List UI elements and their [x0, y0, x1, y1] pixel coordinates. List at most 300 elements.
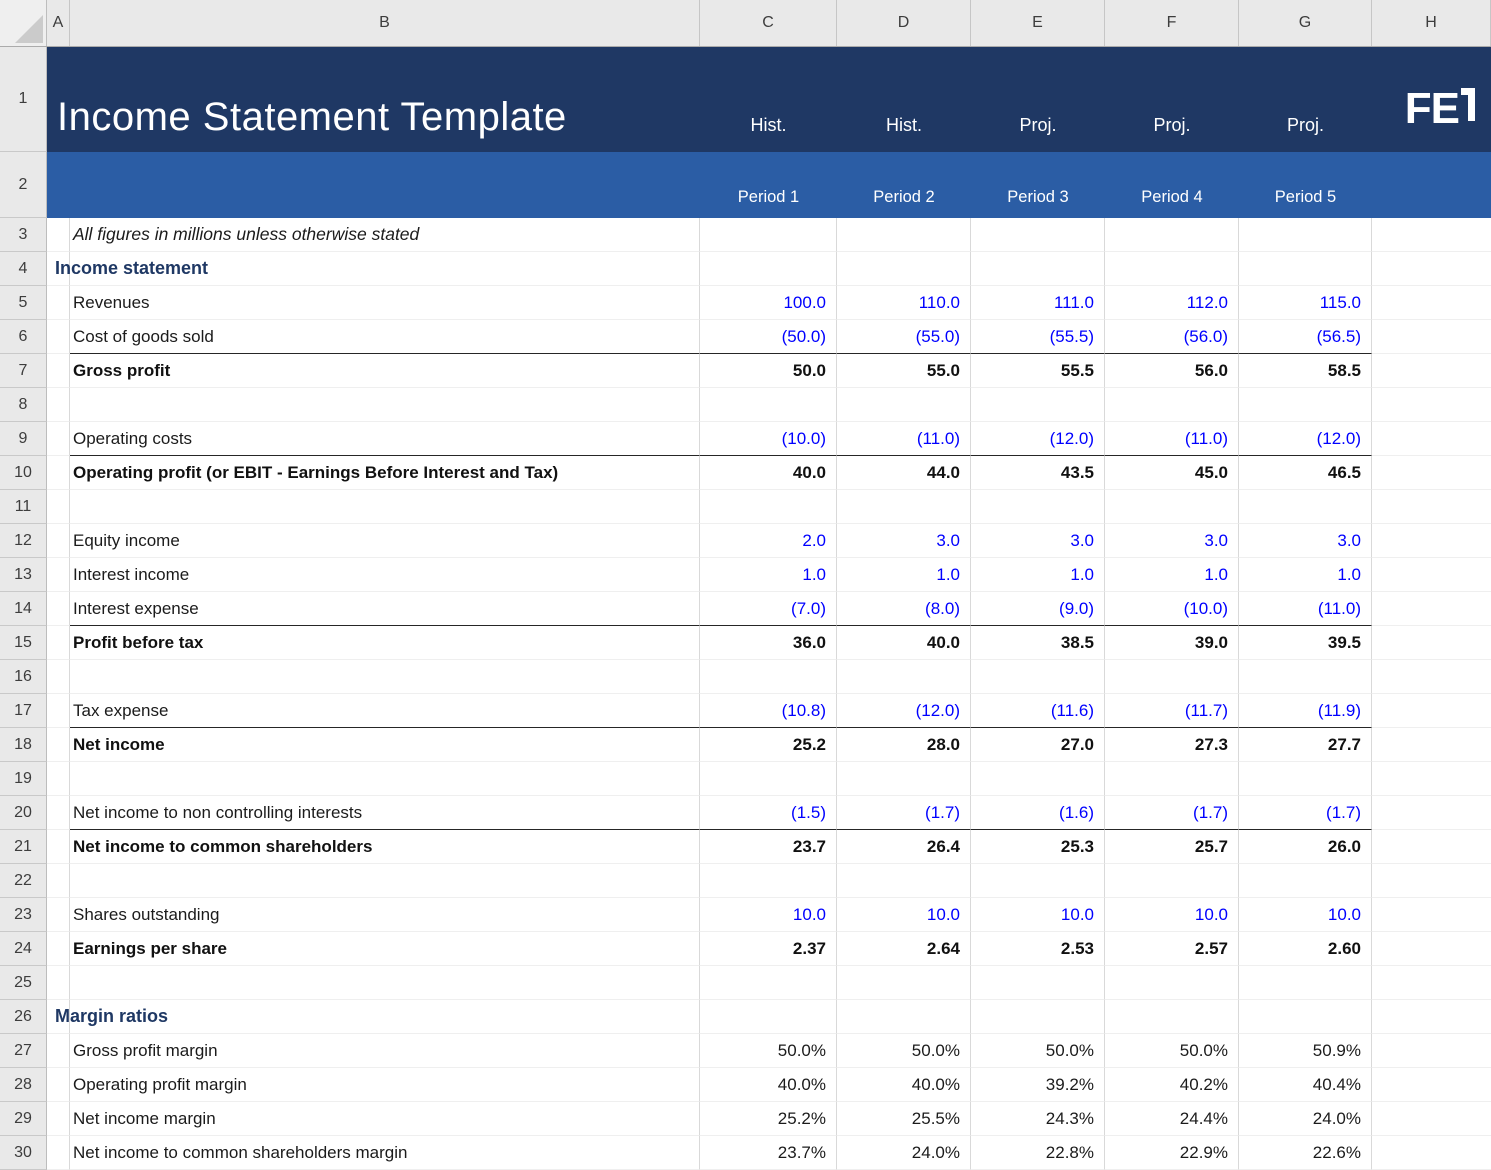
brand-logo-bracket-icon	[1461, 88, 1475, 121]
cell-E23[interactable]: 10.0	[971, 898, 1105, 932]
cell-F20[interactable]: (1.7)	[1105, 796, 1239, 830]
cell-B3[interactable]: All figures in millions unless otherwise stated	[70, 218, 700, 252]
cell-E7[interactable]: 55.5	[971, 354, 1105, 388]
cell-B5[interactable]: Revenues	[70, 286, 700, 320]
column-header-F[interactable]: F	[1105, 0, 1239, 46]
cell-G4[interactable]	[1239, 252, 1372, 286]
cell-E16[interactable]	[971, 660, 1105, 694]
cell-G24[interactable]: 2.60	[1239, 932, 1372, 966]
cell-C6[interactable]: (50.0)	[700, 320, 837, 354]
select-all-corner[interactable]	[0, 0, 47, 46]
cell-C11[interactable]	[700, 490, 837, 524]
row-header-17[interactable]: 17	[0, 694, 47, 728]
cell-E24[interactable]: 2.53	[971, 932, 1105, 966]
cell-F26[interactable]	[1105, 1000, 1239, 1034]
cell-A26[interactable]: Margin ratios	[47, 1000, 70, 1034]
sheet-row-18	[0, 728, 1491, 762]
period-banner-spacer	[47, 152, 700, 218]
cell-C19[interactable]	[700, 762, 837, 796]
cell-H10[interactable]	[1372, 456, 1491, 490]
cell-C16[interactable]	[700, 660, 837, 694]
column-header-H[interactable]: H	[1372, 0, 1491, 46]
cell-F8[interactable]	[1105, 388, 1239, 422]
cell-H20[interactable]	[1372, 796, 1491, 830]
cell-H18[interactable]	[1372, 728, 1491, 762]
sheet-row-1	[0, 47, 1491, 152]
cell-D13[interactable]: 1.0	[837, 558, 971, 592]
cell-F4[interactable]	[1105, 252, 1239, 286]
sheet-row-2	[0, 152, 1491, 218]
cell-G26[interactable]	[1239, 1000, 1372, 1034]
cell-G20[interactable]: (1.7)	[1239, 796, 1372, 830]
cell-B12[interactable]: Equity income	[70, 524, 700, 558]
sheet-row-26	[0, 1000, 1491, 1034]
row-header-13[interactable]: 13	[0, 558, 47, 592]
cell-A14[interactable]	[47, 592, 70, 626]
cell-H6[interactable]	[1372, 320, 1491, 354]
cell-F16[interactable]	[1105, 660, 1239, 694]
row-header-21[interactable]: 21	[0, 830, 47, 864]
cell-D14[interactable]: (8.0)	[837, 592, 971, 626]
cell-B26[interactable]	[70, 1000, 700, 1034]
sheet-row-7	[0, 354, 1491, 388]
cell-A20[interactable]	[47, 796, 70, 830]
cell-B23[interactable]: Shares outstanding	[70, 898, 700, 932]
cell-A5[interactable]	[47, 286, 70, 320]
cell-G28[interactable]: 40.4%	[1239, 1068, 1372, 1102]
cell-B16[interactable]	[70, 660, 700, 694]
cell-G9[interactable]: (12.0)	[1239, 422, 1372, 456]
sheet-row-27	[0, 1034, 1491, 1068]
cell-D24[interactable]: 2.64	[837, 932, 971, 966]
cell-G11[interactable]	[1239, 490, 1372, 524]
col-group-label-C[interactable]: Hist.	[750, 115, 787, 135]
cell-C9[interactable]: (10.0)	[700, 422, 837, 456]
cell-B6[interactable]: Cost of goods sold	[70, 320, 700, 354]
period-banner-end-spacer	[1372, 152, 1491, 218]
cell-B18[interactable]: Net income	[70, 728, 700, 762]
cell-G5[interactable]: 115.0	[1239, 286, 1372, 320]
row-header-3[interactable]: 3	[0, 218, 47, 252]
cell-A6[interactable]	[47, 320, 70, 354]
cell-E18[interactable]: 27.0	[971, 728, 1105, 762]
cell-B14[interactable]: Interest expense	[70, 592, 700, 626]
cell-F17[interactable]: (11.7)	[1105, 694, 1239, 728]
cell-F6[interactable]: (56.0)	[1105, 320, 1239, 354]
cell-H30[interactable]	[1372, 1136, 1491, 1170]
cell-C7[interactable]: 50.0	[700, 354, 837, 388]
cell-B15[interactable]: Profit before tax	[70, 626, 700, 660]
cell-B24[interactable]: Earnings per share	[70, 932, 700, 966]
row-header-14[interactable]: 14	[0, 592, 47, 626]
cell-G6[interactable]: (56.5)	[1239, 320, 1372, 354]
cell-D28[interactable]: 40.0%	[837, 1068, 971, 1102]
sheet-row-20	[0, 796, 1491, 830]
cell-F14[interactable]: (10.0)	[1105, 592, 1239, 626]
cell-D4[interactable]	[837, 252, 971, 286]
cell-E15[interactable]: 38.5	[971, 626, 1105, 660]
cell-H8[interactable]	[1372, 388, 1491, 422]
cell-A24[interactable]	[47, 932, 70, 966]
row-header-25[interactable]: 25	[0, 966, 47, 1000]
cell-A30[interactable]	[47, 1136, 70, 1170]
cell-A28[interactable]	[47, 1068, 70, 1102]
logo-cell[interactable]	[1372, 47, 1491, 152]
cell-E30[interactable]: 22.8%	[971, 1136, 1105, 1170]
row-header-29[interactable]: 29	[0, 1102, 47, 1136]
cell-F28[interactable]: 40.2%	[1105, 1068, 1239, 1102]
row-header-28[interactable]: 28	[0, 1068, 47, 1102]
cell-B4[interactable]	[70, 252, 700, 286]
cell-F21[interactable]: 25.7	[1105, 830, 1239, 864]
sheet-row-23	[0, 898, 1491, 932]
sheet-row-5	[0, 286, 1491, 320]
cell-C25[interactable]	[700, 966, 837, 1000]
cell-F10[interactable]: 45.0	[1105, 456, 1239, 490]
cell-B8[interactable]	[70, 388, 700, 422]
cell-E20[interactable]: (1.6)	[971, 796, 1105, 830]
cell-A3[interactable]	[47, 218, 70, 252]
cell-D22[interactable]	[837, 864, 971, 898]
row-header-18[interactable]: 18	[0, 728, 47, 762]
cell-F3[interactable]	[1105, 218, 1239, 252]
cell-H19[interactable]	[1372, 762, 1491, 796]
row-header-1[interactable]: 1	[0, 47, 47, 152]
column-header-strip	[0, 0, 1491, 47]
cell-A9[interactable]	[47, 422, 70, 456]
cell-B20[interactable]: Net income to non controlling interests	[70, 796, 700, 830]
cell-F12[interactable]: 3.0	[1105, 524, 1239, 558]
cell-D26[interactable]	[837, 1000, 971, 1034]
cell-H24[interactable]	[1372, 932, 1491, 966]
column-header-A[interactable]: A	[47, 0, 70, 46]
cell-A13[interactable]	[47, 558, 70, 592]
cell-F29[interactable]: 24.4%	[1105, 1102, 1239, 1136]
cell-A23[interactable]	[47, 898, 70, 932]
period-label-G[interactable]: Period 5	[1274, 188, 1337, 206]
cell-D6[interactable]: (55.0)	[837, 320, 971, 354]
cell-B28[interactable]: Operating profit margin	[70, 1068, 700, 1102]
cell-G30[interactable]: 22.6%	[1239, 1136, 1372, 1170]
sheet-row-22	[0, 864, 1491, 898]
cell-C24[interactable]: 2.37	[700, 932, 837, 966]
row-header-19[interactable]: 19	[0, 762, 47, 796]
cell-A17[interactable]	[47, 694, 70, 728]
cell-G16[interactable]	[1239, 660, 1372, 694]
row-header-9[interactable]: 9	[0, 422, 47, 456]
cell-E22[interactable]	[971, 864, 1105, 898]
cell-H16[interactable]	[1372, 660, 1491, 694]
col-group-label-G[interactable]: Proj.	[1286, 115, 1324, 135]
cell-C3[interactable]	[700, 218, 837, 252]
cell-G19[interactable]	[1239, 762, 1372, 796]
column-header-C[interactable]: C	[700, 0, 837, 46]
cell-G15[interactable]: 39.5	[1239, 626, 1372, 660]
cell-E26[interactable]	[971, 1000, 1105, 1034]
cell-C10[interactable]: 40.0	[700, 456, 837, 490]
brand-logo	[1404, 84, 1475, 134]
sheet-title[interactable]: Income Statement Template	[57, 95, 567, 139]
cell-G14[interactable]: (11.0)	[1239, 592, 1372, 626]
cell-G10[interactable]: 46.5	[1239, 456, 1372, 490]
sheet-row-15	[0, 626, 1491, 660]
cell-C17[interactable]: (10.8)	[700, 694, 837, 728]
cell-E4[interactable]	[971, 252, 1105, 286]
cell-A10[interactable]	[47, 456, 70, 490]
cell-A7[interactable]	[47, 354, 70, 388]
row-header-12[interactable]: 12	[0, 524, 47, 558]
cell-C8[interactable]	[700, 388, 837, 422]
period-label-C[interactable]: Period 1	[737, 188, 800, 206]
cell-E27[interactable]: 50.0%	[971, 1034, 1105, 1068]
cell-D20[interactable]: (1.7)	[837, 796, 971, 830]
row-header-24[interactable]: 24	[0, 932, 47, 966]
cell-G17[interactable]: (11.9)	[1239, 694, 1372, 728]
cell-C20[interactable]: (1.5)	[700, 796, 837, 830]
cell-C30[interactable]: 23.7%	[700, 1136, 837, 1170]
row-header-11[interactable]: 11	[0, 490, 47, 524]
cell-C21[interactable]: 23.7	[700, 830, 837, 864]
period-label-F[interactable]: Period 4	[1141, 188, 1203, 206]
cell-E21[interactable]: 25.3	[971, 830, 1105, 864]
row-header-7[interactable]: 7	[0, 354, 47, 388]
cell-A19[interactable]	[47, 762, 70, 796]
period-label-E[interactable]: Period 3	[1007, 188, 1069, 206]
sheet-row-21	[0, 830, 1491, 864]
cell-F5[interactable]: 112.0	[1105, 286, 1239, 320]
cell-F18[interactable]: 27.3	[1105, 728, 1239, 762]
cell-G29[interactable]: 24.0%	[1239, 1102, 1372, 1136]
cell-A11[interactable]	[47, 490, 70, 524]
cell-D15[interactable]: 40.0	[837, 626, 971, 660]
cell-H11[interactable]	[1372, 490, 1491, 524]
cell-H5[interactable]	[1372, 286, 1491, 320]
cell-C26[interactable]	[700, 1000, 837, 1034]
cell-G27[interactable]: 50.9%	[1239, 1034, 1372, 1068]
cell-H15[interactable]	[1372, 626, 1491, 660]
cell-C22[interactable]	[700, 864, 837, 898]
select-all-triangle-icon	[15, 15, 43, 43]
cell-D7[interactable]: 55.0	[837, 354, 971, 388]
cell-B17[interactable]: Tax expense	[70, 694, 700, 728]
cell-F9[interactable]: (11.0)	[1105, 422, 1239, 456]
row-header-30[interactable]: 30	[0, 1136, 47, 1170]
cell-A18[interactable]	[47, 728, 70, 762]
cell-F22[interactable]	[1105, 864, 1239, 898]
cell-H21[interactable]	[1372, 830, 1491, 864]
cell-E17[interactable]: (11.6)	[971, 694, 1105, 728]
cell-D27[interactable]: 50.0%	[837, 1034, 971, 1068]
row-header-26[interactable]: 26	[0, 1000, 47, 1034]
sheet-row-3	[0, 218, 1491, 252]
sheet-row-30	[0, 1136, 1491, 1170]
cell-H9[interactable]	[1372, 422, 1491, 456]
cell-F24[interactable]: 2.57	[1105, 932, 1239, 966]
cell-D19[interactable]	[837, 762, 971, 796]
cell-D16[interactable]	[837, 660, 971, 694]
cell-B27[interactable]: Gross profit margin	[70, 1034, 700, 1068]
sheet-row-17	[0, 694, 1491, 728]
cell-A25[interactable]	[47, 966, 70, 1000]
cell-B25[interactable]	[70, 966, 700, 1000]
cell-D3[interactable]	[837, 218, 971, 252]
cell-E3[interactable]	[971, 218, 1105, 252]
cell-C18[interactable]: 25.2	[700, 728, 837, 762]
cell-C27[interactable]: 50.0%	[700, 1034, 837, 1068]
cell-F15[interactable]: 39.0	[1105, 626, 1239, 660]
cell-A8[interactable]	[47, 388, 70, 422]
cell-G7[interactable]: 58.5	[1239, 354, 1372, 388]
col-group-label-E[interactable]: Proj.	[1019, 115, 1057, 135]
cell-F27[interactable]: 50.0%	[1105, 1034, 1239, 1068]
cell-E12[interactable]: 3.0	[971, 524, 1105, 558]
cell-H28[interactable]	[1372, 1068, 1491, 1102]
row-header-23[interactable]: 23	[0, 898, 47, 932]
cell-C29[interactable]: 25.2%	[700, 1102, 837, 1136]
row-header-10[interactable]: 10	[0, 456, 47, 490]
cell-D10[interactable]: 44.0	[837, 456, 971, 490]
cell-F25[interactable]	[1105, 966, 1239, 1000]
cell-D17[interactable]: (12.0)	[837, 694, 971, 728]
cell-E5[interactable]: 111.0	[971, 286, 1105, 320]
period-label-D[interactable]: Period 2	[873, 188, 935, 206]
cell-H12[interactable]	[1372, 524, 1491, 558]
row-header-8[interactable]: 8	[0, 388, 47, 422]
cell-D29[interactable]: 25.5%	[837, 1102, 971, 1136]
row-header-20[interactable]: 20	[0, 796, 47, 830]
column-header-G[interactable]: G	[1239, 0, 1372, 46]
cell-H27[interactable]	[1372, 1034, 1491, 1068]
cell-A29[interactable]	[47, 1102, 70, 1136]
cell-G3[interactable]	[1239, 218, 1372, 252]
cell-F30[interactable]: 22.9%	[1105, 1136, 1239, 1170]
cell-E8[interactable]	[971, 388, 1105, 422]
cell-B30[interactable]: Net income to common shareholders margin	[70, 1136, 700, 1170]
cell-D30[interactable]: 24.0%	[837, 1136, 971, 1170]
row-header-22[interactable]: 22	[0, 864, 47, 898]
column-header-D[interactable]: D	[837, 0, 971, 46]
cell-G18[interactable]: 27.7	[1239, 728, 1372, 762]
cell-C15[interactable]: 36.0	[700, 626, 837, 660]
cell-H3[interactable]	[1372, 218, 1491, 252]
cell-D11[interactable]	[837, 490, 971, 524]
row-header-4[interactable]: 4	[0, 252, 47, 286]
cell-C4[interactable]	[700, 252, 837, 286]
cell-E11[interactable]	[971, 490, 1105, 524]
cell-E10[interactable]: 43.5	[971, 456, 1105, 490]
row-header-27[interactable]: 27	[0, 1034, 47, 1068]
cell-C12[interactable]: 2.0	[700, 524, 837, 558]
cell-D12[interactable]: 3.0	[837, 524, 971, 558]
cell-H23[interactable]	[1372, 898, 1491, 932]
cell-H13[interactable]	[1372, 558, 1491, 592]
cell-E28[interactable]: 39.2%	[971, 1068, 1105, 1102]
cell-B29[interactable]: Net income margin	[70, 1102, 700, 1136]
column-header-B[interactable]: B	[70, 0, 700, 46]
cell-B10[interactable]: Operating profit (or EBIT - Earnings Before Interest and Tax)	[70, 456, 700, 490]
cell-D5[interactable]: 110.0	[837, 286, 971, 320]
sheet-row-10	[0, 456, 1491, 490]
cell-F7[interactable]: 56.0	[1105, 354, 1239, 388]
cell-H25[interactable]	[1372, 966, 1491, 1000]
cell-A21[interactable]	[47, 830, 70, 864]
cell-E29[interactable]: 24.3%	[971, 1102, 1105, 1136]
cell-E9[interactable]: (12.0)	[971, 422, 1105, 456]
col-group-label-F[interactable]: Proj.	[1153, 115, 1191, 135]
cell-D23[interactable]: 10.0	[837, 898, 971, 932]
cell-B21[interactable]: Net income to common shareholders	[70, 830, 700, 864]
cell-D8[interactable]	[837, 388, 971, 422]
sheet-row-12	[0, 524, 1491, 558]
cell-A22[interactable]	[47, 864, 70, 898]
sheet-row-6	[0, 320, 1491, 354]
cell-B19[interactable]	[70, 762, 700, 796]
cell-F11[interactable]	[1105, 490, 1239, 524]
cell-B7[interactable]: Gross profit	[70, 354, 700, 388]
cell-H26[interactable]	[1372, 1000, 1491, 1034]
cell-A15[interactable]	[47, 626, 70, 660]
cell-B11[interactable]	[70, 490, 700, 524]
cell-G22[interactable]	[1239, 864, 1372, 898]
sheet-row-28	[0, 1068, 1491, 1102]
row-header-6[interactable]: 6	[0, 320, 47, 354]
cell-H22[interactable]	[1372, 864, 1491, 898]
cell-C23[interactable]: 10.0	[700, 898, 837, 932]
cell-E19[interactable]	[971, 762, 1105, 796]
cell-C14[interactable]: (7.0)	[700, 592, 837, 626]
cell-G8[interactable]	[1239, 388, 1372, 422]
row-header-5[interactable]: 5	[0, 286, 47, 320]
cell-E25[interactable]	[971, 966, 1105, 1000]
cell-G12[interactable]: 3.0	[1239, 524, 1372, 558]
cell-D25[interactable]	[837, 966, 971, 1000]
column-header-E[interactable]: E	[971, 0, 1105, 46]
cell-D18[interactable]: 28.0	[837, 728, 971, 762]
row-header-2[interactable]: 2	[0, 152, 47, 218]
cell-C28[interactable]: 40.0%	[700, 1068, 837, 1102]
cell-E6[interactable]: (55.5)	[971, 320, 1105, 354]
col-group-label-D[interactable]: Hist.	[886, 115, 922, 135]
cell-G23[interactable]: 10.0	[1239, 898, 1372, 932]
cell-C13[interactable]: 1.0	[700, 558, 837, 592]
cell-A27[interactable]	[47, 1034, 70, 1068]
cell-H7[interactable]	[1372, 354, 1491, 388]
cell-F19[interactable]	[1105, 762, 1239, 796]
cell-F13[interactable]: 1.0	[1105, 558, 1239, 592]
cell-B9[interactable]: Operating costs	[70, 422, 700, 456]
row-header-15[interactable]: 15	[0, 626, 47, 660]
cell-C5[interactable]: 100.0	[700, 286, 837, 320]
cell-B13[interactable]: Interest income	[70, 558, 700, 592]
cell-A4[interactable]: Income statement	[47, 252, 70, 286]
cell-A12[interactable]	[47, 524, 70, 558]
cell-G25[interactable]	[1239, 966, 1372, 1000]
cell-D21[interactable]: 26.4	[837, 830, 971, 864]
cell-B22[interactable]	[70, 864, 700, 898]
row-header-16[interactable]: 16	[0, 660, 47, 694]
cell-G21[interactable]: 26.0	[1239, 830, 1372, 864]
cell-H29[interactable]	[1372, 1102, 1491, 1136]
cell-H4[interactable]	[1372, 252, 1491, 286]
cell-H14[interactable]	[1372, 592, 1491, 626]
cell-F23[interactable]: 10.0	[1105, 898, 1239, 932]
cell-A16[interactable]	[47, 660, 70, 694]
cell-D9[interactable]: (11.0)	[837, 422, 971, 456]
cell-E13[interactable]: 1.0	[971, 558, 1105, 592]
cell-G13[interactable]: 1.0	[1239, 558, 1372, 592]
cell-E14[interactable]: (9.0)	[971, 592, 1105, 626]
cell-H17[interactable]	[1372, 694, 1491, 728]
